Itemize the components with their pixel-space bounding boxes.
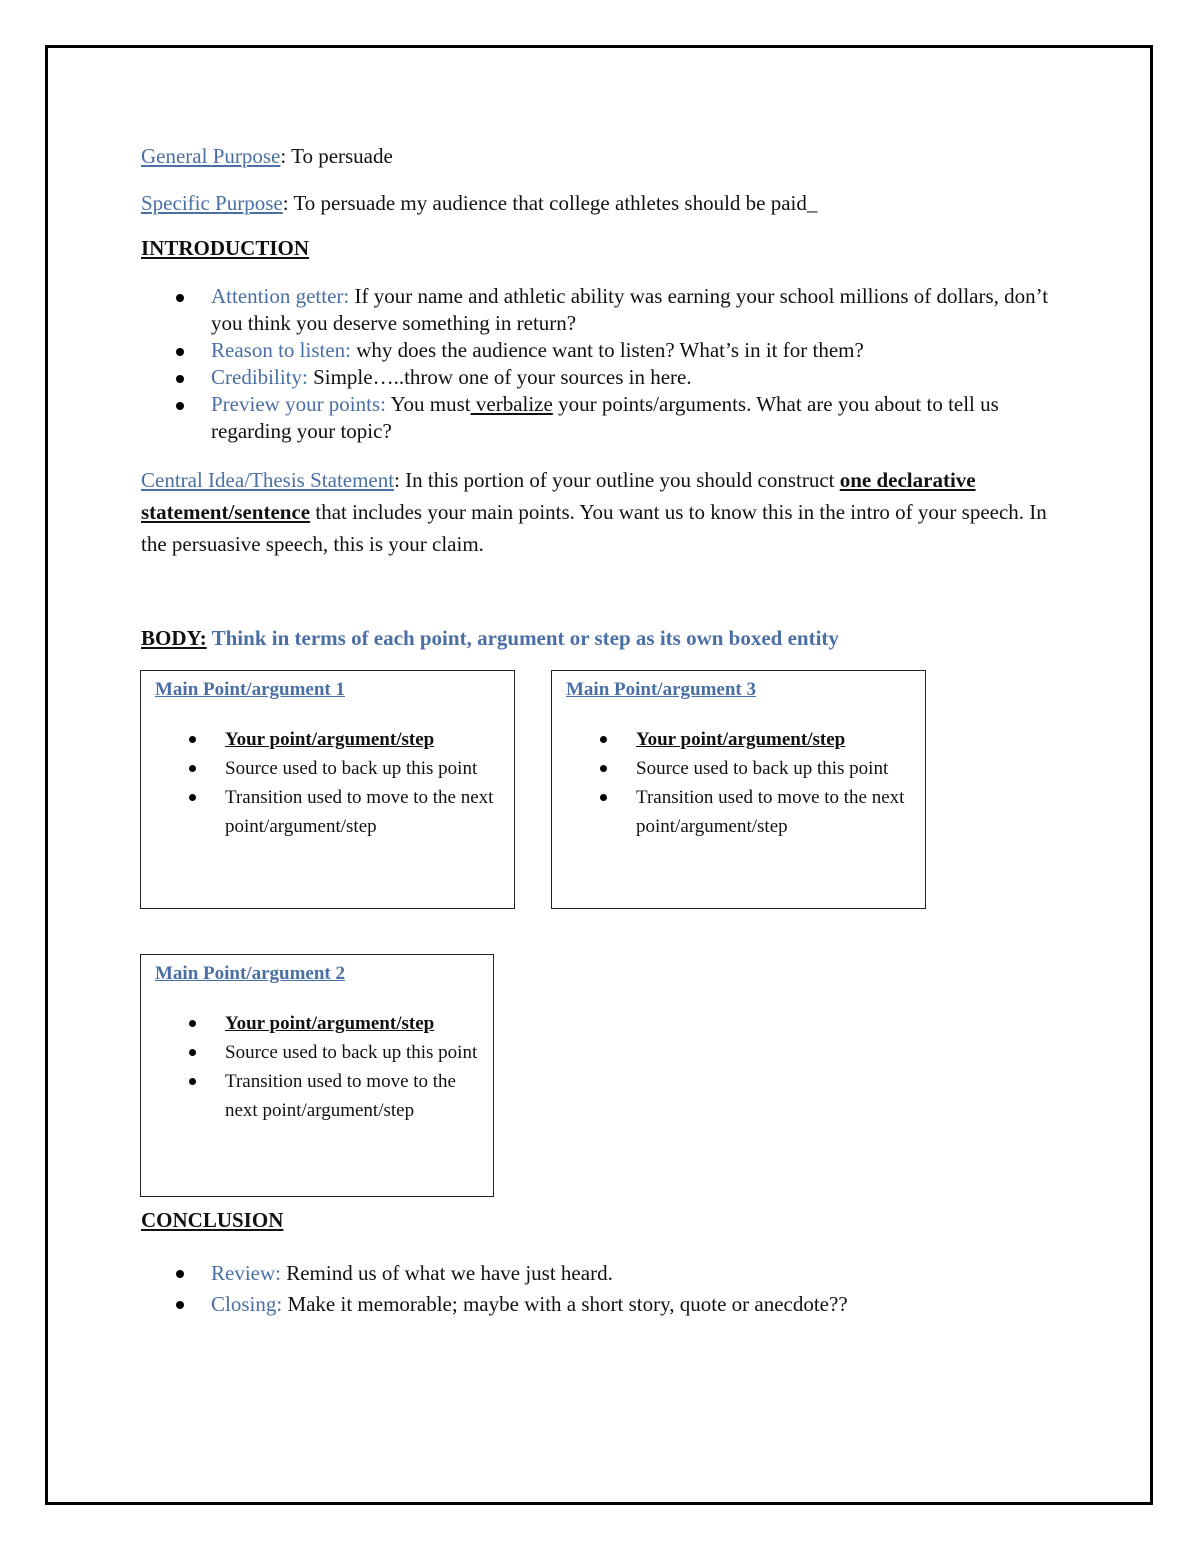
credibility-text: Simple…..throw one of your sources in here. [307, 365, 692, 389]
main-point-box-2 [140, 954, 494, 1197]
bullet-icon [189, 794, 196, 801]
review-label: Review: [211, 1261, 281, 1285]
list-item-text: Transition used to move to the next point/argument/step [636, 787, 905, 837]
list-item [155, 1038, 480, 1067]
conclusion-list [141, 1258, 1071, 1320]
reason-to-listen-text: why does the audience want to listen? What’s in it for them? [351, 338, 864, 362]
list-item [141, 1289, 1071, 1320]
list-item [155, 725, 500, 754]
list-item-text: Your point/argument/step [225, 1013, 435, 1034]
bullet-icon [176, 375, 184, 383]
list-item [141, 1258, 1071, 1289]
reason-to-listen-label: Reason to listen: [211, 338, 351, 362]
main-point-title: Main Point/argument 2 [155, 963, 345, 984]
bullet-icon [189, 1020, 196, 1027]
list-item [141, 364, 1071, 391]
list-item-text: Your point/argument/step [636, 729, 846, 750]
list-item [155, 1009, 480, 1038]
closing-label: Closing: [211, 1292, 283, 1316]
list-item [155, 783, 500, 841]
list-item-text: Source used to back up this point [225, 1042, 478, 1063]
body-heading: BODY: [141, 626, 207, 650]
credibility-label: Credibility: [211, 365, 308, 389]
list-item-text: Transition used to move to the next point/argument/step [225, 1071, 456, 1121]
main-point-list [155, 725, 500, 841]
bullet-icon [176, 1301, 184, 1309]
list-item-text: Your point/argument/step [225, 729, 435, 750]
main-point-list [566, 725, 911, 841]
preview-points-text-after: your points/arguments. What are you about to tell us regarding your topic? [211, 392, 999, 443]
bullet-icon [600, 765, 607, 772]
bullet-icon [189, 765, 196, 772]
body-heading-line [141, 626, 839, 651]
list-item [155, 754, 500, 783]
main-point-list [155, 1009, 480, 1125]
thesis-label: Central Idea/Thesis Statement [141, 468, 395, 492]
specific-purpose-line [141, 190, 817, 216]
review-text: Remind us of what we have just heard. [280, 1261, 613, 1285]
specific-purpose-value: : To persuade my audience that college athletes should be paid_ [282, 191, 818, 215]
main-point-title: Main Point/argument 3 [566, 679, 756, 700]
bullet-icon [189, 1049, 196, 1056]
introduction-heading: INTRODUCTION [141, 236, 310, 260]
bullet-icon [176, 1270, 184, 1278]
general-purpose-value: : To persuade [280, 144, 393, 168]
body-subheading: Think in terms of each point, argument or step as its own boxed entity [206, 626, 839, 650]
list-item [155, 1067, 480, 1125]
bullet-icon [176, 294, 184, 302]
specific-purpose-label: Specific Purpose [141, 191, 283, 215]
list-item-text: Source used to back up this point [225, 758, 478, 779]
thesis-paragraph [141, 464, 1071, 560]
list-item [566, 783, 911, 841]
main-point-title: Main Point/argument 1 [155, 679, 345, 700]
closing-text: Make it memorable; maybe with a short story, quote or anecdote?? [282, 1292, 848, 1316]
preview-points-label: Preview your points: [211, 392, 386, 416]
bullet-icon [189, 736, 196, 743]
introduction-list [141, 283, 1071, 445]
preview-points-text-before: You must [385, 392, 471, 416]
bullet-icon [600, 736, 607, 743]
main-point-box-1 [140, 670, 515, 909]
bullet-icon [176, 402, 184, 410]
list-item [141, 337, 1071, 364]
attention-getter-text: If your name and athletic ability was earning your school millions of dollars, don’t you think you deserve something in return? [211, 284, 1049, 335]
list-item [566, 725, 911, 754]
preview-points-underlined: verbalize [470, 392, 553, 416]
bullet-icon [600, 794, 607, 801]
thesis-text-before: : In this portion of your outline you should construct [394, 468, 840, 492]
bullet-icon [176, 348, 184, 356]
list-item [141, 283, 1071, 337]
general-purpose-line [141, 143, 393, 169]
list-item [566, 754, 911, 783]
bullet-icon [189, 1078, 196, 1085]
conclusion-heading: CONCLUSION [141, 1208, 284, 1232]
thesis-text-after: that includes your main points. You want us to know this in the intro of your speech. In the persuasive speech, this is your claim. [141, 500, 1047, 556]
general-purpose-label: General Purpose [141, 144, 281, 168]
attention-getter-label: Attention getter: [211, 284, 350, 308]
list-item-text: Source used to back up this point [636, 758, 889, 779]
list-item [141, 391, 1071, 445]
thesis-emphasis: one declarative statement/sentence [141, 468, 976, 524]
main-point-box-3 [551, 670, 926, 909]
list-item-text: Transition used to move to the next point/argument/step [225, 787, 494, 837]
